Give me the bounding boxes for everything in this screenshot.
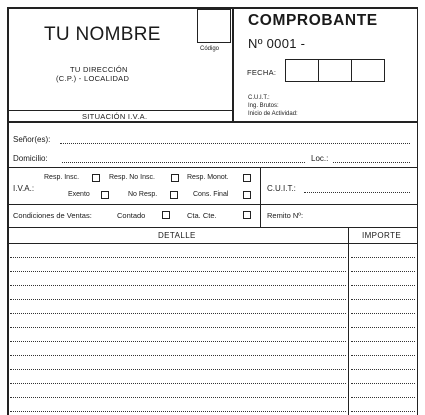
remito-label: Remito Nº: <box>267 211 304 220</box>
iva-label: I.V.A.: <box>13 184 35 193</box>
iva-resp-no-insc-checkbox[interactable] <box>171 174 179 182</box>
iva-situation-rule <box>7 110 233 111</box>
issuer-cuit-label: C.U.I.T.: <box>248 95 270 101</box>
document-title: COMPROBANTE <box>248 12 378 29</box>
activity-start-label: Inicio de Actividad: <box>248 111 298 117</box>
code-label: Código <box>200 46 220 52</box>
amount-row-line[interactable] <box>351 355 415 356</box>
date-month-box[interactable] <box>318 59 352 82</box>
table-column-divider <box>348 227 349 415</box>
detail-row-line[interactable] <box>10 411 346 412</box>
amount-row-line[interactable] <box>351 313 415 314</box>
amount-row-line[interactable] <box>351 299 415 300</box>
frame-right <box>417 7 419 415</box>
amount-row-line[interactable] <box>351 257 415 258</box>
iva-option-label: No Resp. <box>128 191 158 198</box>
amount-row-line[interactable] <box>351 327 415 328</box>
sale-option-label: Contado <box>117 211 146 220</box>
detail-row-line[interactable] <box>10 285 346 286</box>
client-bottom-rule <box>7 167 418 168</box>
detail-row-line[interactable] <box>10 355 346 356</box>
client-cuit-field[interactable] <box>304 192 410 193</box>
amount-column-header: IMPORTE <box>362 231 402 240</box>
client-address-field[interactable] <box>62 162 305 163</box>
client-cuit-label: C.U.I.T.: <box>267 184 296 193</box>
detail-row-line[interactable] <box>10 271 346 272</box>
iva-no-resp-checkbox[interactable] <box>170 191 178 199</box>
iva-exento-checkbox[interactable] <box>101 191 109 199</box>
iva-option-label: Resp. Insc. <box>44 174 80 181</box>
amount-row-line[interactable] <box>351 341 415 342</box>
company-locality: (C.P.) - LOCALIDAD <box>56 74 130 83</box>
amount-row-line[interactable] <box>351 411 415 412</box>
sale-contado-checkbox[interactable] <box>162 211 170 219</box>
table-header-rule <box>7 243 418 244</box>
iva-divider <box>260 167 261 227</box>
detail-row-line[interactable] <box>10 327 346 328</box>
detail-row-line[interactable] <box>10 257 346 258</box>
detail-row-line[interactable] <box>10 313 346 314</box>
iva-option-label: Resp. No Insc. <box>109 174 155 181</box>
iva-option-label: Exento <box>68 191 90 198</box>
date-day-box[interactable] <box>285 59 319 82</box>
amount-row-line[interactable] <box>351 285 415 286</box>
iva-situation-label: SITUACIÓN I.V.A. <box>82 112 148 121</box>
date-field[interactable] <box>285 59 385 82</box>
detail-row-line[interactable] <box>10 369 346 370</box>
amount-row-line[interactable] <box>351 397 415 398</box>
date-label: FECHA: <box>247 68 277 77</box>
client-locality-field[interactable] <box>333 162 410 163</box>
detail-row-line[interactable] <box>10 383 346 384</box>
frame-left <box>7 7 9 415</box>
amount-row-line[interactable] <box>351 383 415 384</box>
client-address-label: Domicilio: <box>13 154 48 163</box>
detail-row-line[interactable] <box>10 299 346 300</box>
company-address: TU DIRECCIÓN <box>70 65 128 74</box>
document-number: Nº 0001 - <box>248 36 306 51</box>
header-divider <box>232 7 234 121</box>
iva-option-label: Resp. Monot. <box>187 174 229 181</box>
amount-row-line[interactable] <box>351 369 415 370</box>
client-name-field[interactable] <box>60 143 410 144</box>
iva-bottom-rule <box>7 204 418 205</box>
conditions-bottom-rule <box>7 227 418 228</box>
company-name: TU NOMBRE <box>44 24 161 45</box>
code-box <box>197 9 231 43</box>
iva-option-label: Cons. Final <box>193 191 229 198</box>
header-bottom-rule <box>7 121 418 123</box>
date-year-box[interactable] <box>351 59 385 82</box>
detail-row-line[interactable] <box>10 397 346 398</box>
client-name-label: Señor(es): <box>13 135 51 144</box>
detail-row-line[interactable] <box>10 341 346 342</box>
sale-option-label: Cta. Cte. <box>187 211 217 220</box>
gross-income-label: Ing. Brutos: <box>248 103 279 109</box>
sale-conditions-label: Condiciones de Ventas: <box>13 211 92 220</box>
client-locality-label: Loc.: <box>311 154 329 163</box>
iva-cons-final-checkbox[interactable] <box>243 191 251 199</box>
iva-resp-monot-checkbox[interactable] <box>243 174 251 182</box>
iva-resp-insc-checkbox[interactable] <box>92 174 100 182</box>
amount-row-line[interactable] <box>351 271 415 272</box>
detail-column-header: DETALLE <box>158 231 196 240</box>
sale-cta-cte-checkbox[interactable] <box>243 211 251 219</box>
